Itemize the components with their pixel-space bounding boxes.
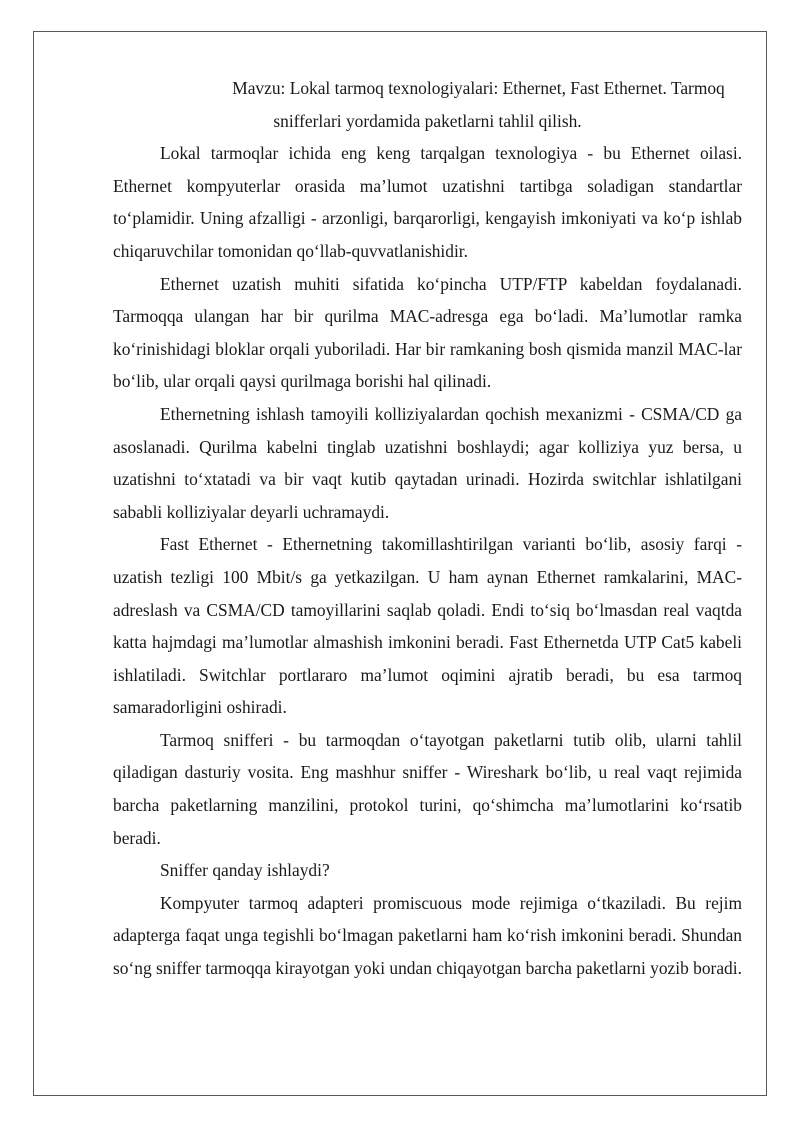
title-line-1: Mavzu: Lokal tarmoq texnologiyalari: Ethernet, Fast Ethernet. Tarmoq [232, 78, 725, 98]
document-body [113, 72, 742, 985]
title-line-2: snifferlari yordamida paketlarni tahlil qilish. [273, 110, 582, 131]
paragraph-sniffer-definition: Tarmoq snifferi - bu tarmoqdan o‘tayotgan paketlarni tutib olib, ularni tahlil qiladigan dasturiy vosita. Eng mashhur sniffer - Wireshark bo‘lib, u real vaqt rejimida barcha paketlarning manzilini, protokol turini, qo‘shimcha ma’lumotlarini ko‘rsatib beradi. [113, 729, 742, 848]
paragraph-csma-cd: Ethernetning ishlash tamoyili kolliziyalardan qochish mexanizmi - CSMA/CD ga asoslanadi. Qurilma kabelni tinglab uzatishni boshlaydi; agar kolliziya yuz bersa, u uzatishni to‘xtatadi va bir vaqt kutib qaytadan urinadi. Hozirda switchlar ishlatilgani sababli kolliziyalar deyarli uchramaydi. [113, 403, 742, 522]
paragraph-sniffer-question: Sniffer qanday ishlaydi? [160, 860, 330, 881]
paragraph-ethernet-intro: Lokal tarmoqlar ichida eng keng tarqalgan texnologiya - bu Ethernet oilasi. Ethernet kompyuterlar orasida ma’lumot uzatishni tartibga soladigan standartlar to‘plamidir. Uning afzalligi - arzonligi, barqarorligi, kengayish imkoniyati va ko‘p ishlab chiqaruvchilar tomonidan qo‘llab-quvvatlanishidir. [113, 143, 742, 261]
paragraph-fast-ethernet: Fast Ethernet - Ethernetning takomillashtirilgan varianti bo‘lib, asosiy farqi - uzatish tezligi 100 Mbit/s ga yetkazilgan. U ham aynan Ethernet ramkalarini, MAC-adreslash va CSMA/CD tamoyillarini saqlab qoladi. Endi to‘siq bo‘lmasdan real vaqtda katta hajmdagi ma’lumotlar almashish imkonini beradi. Fast Ethernetda UTP Cat5 kabeli ishlatiladi. Switchlar portlararo ma’lumot oqimini ajratib beradi, bu esa tarmoq samaradorligini oshiradi. [113, 534, 742, 718]
paragraph-ethernet-medium: Ethernet uzatish muhiti sifatida ko‘pincha UTP/FTP kabeldan foydalanadi. Tarmoqqa ulangan har bir qurilma MAC-adresga ega bo‘ladi. Ma’lumotlar ramka ko‘rinishidagi bloklar orqali yuboriladi. Har bir ramkaning bosh qismida manzil MAC-lar bo‘lib, ular orqali qaysi qurilmaga borishi hal qilinadi. [113, 273, 742, 392]
paragraph-sniffer-how: Kompyuter tarmoq adapteri promiscuous mode rejimiga o‘tkaziladi. Bu rejim adapterga faqat unga tegishli bo‘lmagan paketlarni ham ko‘rish imkonini beradi. Shundan so‘ng sniffer tarmoqqa kirayotgan yoki undan chiqayotgan barcha paketlarni yozib boradi. [113, 892, 742, 979]
document-title [113, 72, 742, 137]
